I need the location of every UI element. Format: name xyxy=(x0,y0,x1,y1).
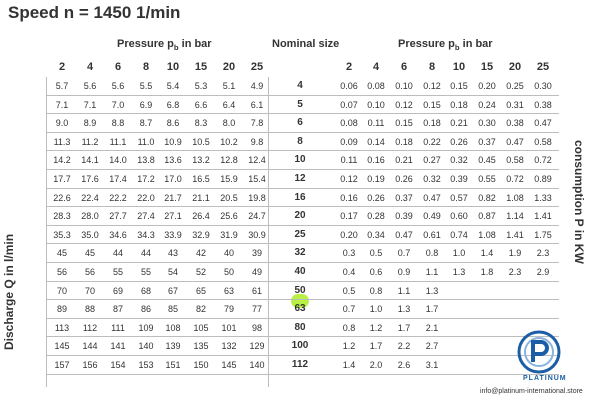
left-col-header: 15 xyxy=(194,61,208,73)
power-cell: 0.32 xyxy=(423,173,441,184)
power-cell: 0.12 xyxy=(340,173,358,184)
power-cell: 1.1 xyxy=(397,285,411,296)
power-cell: 0.38 xyxy=(534,99,552,110)
nominal-size-cell: 40 xyxy=(294,265,306,277)
discharge-cell: 49 xyxy=(251,266,263,277)
right-col-header: 20 xyxy=(508,61,522,73)
nominal-size-cell: 100 xyxy=(291,340,309,352)
power-cell: 1.7 xyxy=(369,341,383,352)
table-row xyxy=(46,226,559,245)
left-col-header: 8 xyxy=(142,61,150,73)
discharge-cell: 11.2 xyxy=(81,136,99,147)
discharge-cell: 32.9 xyxy=(192,229,210,240)
discharge-cell: 22.2 xyxy=(109,192,127,203)
discharge-cell: 45 xyxy=(56,248,68,259)
discharge-cell: 8.0 xyxy=(222,118,236,129)
table-row xyxy=(46,356,559,375)
discharge-cell: 6.9 xyxy=(139,99,153,110)
nominal-size-cell: 12 xyxy=(294,172,306,184)
power-cell: 2.9 xyxy=(536,266,550,277)
discharge-cell: 9.8 xyxy=(250,136,264,147)
nominal-size-cell: 63 xyxy=(294,303,306,315)
table-row xyxy=(46,96,559,115)
nominal-size-cell: 25 xyxy=(294,228,306,240)
discharge-cell: 8.3 xyxy=(194,118,208,129)
discharge-cell: 77 xyxy=(251,304,263,315)
power-cell: 0.9 xyxy=(397,266,411,277)
power-cell: 0.27 xyxy=(423,155,441,166)
power-cell: 1.8 xyxy=(480,266,494,277)
power-cell: 0.08 xyxy=(340,118,358,129)
power-cell: 0.39 xyxy=(450,173,468,184)
nominal-size-header: Nominal size xyxy=(272,38,340,50)
discharge-cell: 45 xyxy=(84,248,96,259)
discharge-cell: 10.5 xyxy=(192,136,210,147)
table-row xyxy=(46,77,559,96)
discharge-cell: 144 xyxy=(82,341,98,352)
power-cell: 1.41 xyxy=(534,211,552,222)
table-row xyxy=(46,319,559,338)
power-cell: 1.0 xyxy=(369,304,383,315)
table-row xyxy=(46,300,559,319)
power-cell: 0.7 xyxy=(397,248,411,259)
power-cell: 0.61 xyxy=(423,229,441,240)
power-cell: 0.24 xyxy=(478,99,496,110)
discharge-cell: 17.4 xyxy=(109,173,127,184)
nominal-size-cell: 80 xyxy=(294,321,306,333)
power-cell: 0.82 xyxy=(478,192,496,203)
table-row xyxy=(46,114,559,133)
nominal-size-cell: 112 xyxy=(291,358,309,370)
discharge-cell: 55 xyxy=(112,266,124,277)
discharge-cell: 86 xyxy=(140,304,152,315)
nominal-size-cell: 20 xyxy=(294,210,306,222)
power-cell: 0.4 xyxy=(342,266,356,277)
pressure-header-right: Pressure $p_b$ in bar xyxy=(398,38,493,53)
power-cell: 0.38 xyxy=(506,118,524,129)
power-cell: 0.26 xyxy=(367,192,385,203)
discharge-cell: 5.1 xyxy=(222,81,236,91)
power-cell: 0.72 xyxy=(534,155,552,166)
discharge-cell: 153 xyxy=(138,359,154,370)
table-row xyxy=(46,170,559,189)
power-cell: 1.1 xyxy=(425,266,439,277)
discharge-cell: 9.0 xyxy=(55,118,69,129)
discharge-cell: 11.1 xyxy=(109,136,127,147)
power-cell: 0.8 xyxy=(369,285,383,296)
discharge-cell: 8.8 xyxy=(111,118,125,129)
discharge-cell: 7.0 xyxy=(111,99,125,110)
right-col-header: 6 xyxy=(400,61,408,73)
discharge-cell: 15.4 xyxy=(248,173,266,184)
discharge-cell: 5.6 xyxy=(83,81,97,91)
discharge-cell: 65 xyxy=(195,285,207,296)
discharge-cell: 112 xyxy=(82,322,98,333)
power-cell: 0.5 xyxy=(342,285,356,296)
discharge-cell: 27.1 xyxy=(164,211,182,222)
power-cell: 0.12 xyxy=(423,81,441,91)
discharge-cell: 44 xyxy=(112,248,124,259)
power-cell: 1.33 xyxy=(534,192,552,203)
discharge-cell: 20.5 xyxy=(220,192,238,203)
right-col-header: 10 xyxy=(452,61,466,73)
discharge-cell: 85 xyxy=(167,304,179,315)
discharge-cell: 139 xyxy=(165,341,181,352)
power-cell: 0.10 xyxy=(395,81,413,91)
discharge-cell: 39 xyxy=(251,248,263,259)
discharge-cell: 21.1 xyxy=(192,192,210,203)
power-cell: 0.21 xyxy=(450,118,468,129)
platinum-logo-icon xyxy=(517,330,561,374)
discharge-cell: 10.2 xyxy=(220,136,238,147)
discharge-cell: 43 xyxy=(167,248,179,259)
discharge-cell: 157 xyxy=(54,359,70,370)
power-cell: 0.11 xyxy=(367,118,385,129)
power-cell: 1.7 xyxy=(397,322,411,333)
power-cell: 0.87 xyxy=(478,211,496,222)
discharge-cell: 26.4 xyxy=(192,211,210,222)
table-row xyxy=(46,133,559,152)
power-cell: 0.15 xyxy=(450,81,468,91)
discharge-cell: 22.6 xyxy=(53,192,71,203)
power-cell: 0.18 xyxy=(450,99,468,110)
discharge-cell: 15.9 xyxy=(220,173,238,184)
power-cell: 0.22 xyxy=(423,136,441,147)
left-col-header: 20 xyxy=(222,61,236,73)
right-col-header: 15 xyxy=(480,61,494,73)
power-cell: 0.16 xyxy=(367,155,385,166)
power-cell: 0.12 xyxy=(395,99,413,110)
power-cell: 2.6 xyxy=(397,359,411,370)
nominal-size-cell: 8 xyxy=(297,135,303,147)
discharge-cell: 109 xyxy=(138,322,154,333)
discharge-cell: 40 xyxy=(223,248,235,259)
power-cell: 1.3 xyxy=(397,304,411,315)
power-cell: 0.47 xyxy=(423,192,441,203)
discharge-cell: 8.6 xyxy=(166,118,180,129)
power-cell: 0.18 xyxy=(423,118,441,129)
discharge-cell: 98 xyxy=(251,322,263,333)
discharge-cell: 108 xyxy=(165,322,181,333)
power-cell: 0.06 xyxy=(340,81,358,91)
left-col-header: 4 xyxy=(86,61,94,73)
power-cell: 1.08 xyxy=(506,192,524,203)
discharge-cell: 14.2 xyxy=(53,155,71,166)
discharge-cell: 150 xyxy=(193,359,209,370)
nominal-size-cell: 6 xyxy=(297,117,303,129)
discharge-axis-label: Discharge Q in l/min xyxy=(2,233,16,350)
nominal-size-cell: 4 xyxy=(297,80,303,91)
discharge-cell: 6.8 xyxy=(166,99,180,110)
discharge-cell: 52 xyxy=(195,266,207,277)
discharge-cell: 56 xyxy=(56,266,68,277)
discharge-cell: 21.7 xyxy=(164,192,182,203)
discharge-cell: 140 xyxy=(249,359,265,370)
power-cell: 2.3 xyxy=(536,248,550,259)
power-cell: 1.75 xyxy=(534,229,552,240)
power-axis-label: consumption P in KW xyxy=(572,140,586,264)
brand-name: PLATINUM xyxy=(523,375,567,382)
table-row xyxy=(46,207,559,226)
power-cell: 1.4 xyxy=(480,248,494,259)
nominal-size-cell: 50 xyxy=(294,284,306,296)
discharge-cell: 8.9 xyxy=(83,118,97,129)
discharge-cell: 6.4 xyxy=(222,99,236,110)
discharge-cell: 151 xyxy=(165,359,181,370)
discharge-cell: 17.2 xyxy=(137,173,155,184)
discharge-cell: 27.4 xyxy=(137,211,155,222)
discharge-cell: 22.0 xyxy=(137,192,155,203)
power-cell: 0.39 xyxy=(395,211,413,222)
discharge-cell: 31.9 xyxy=(220,229,238,240)
discharge-cell: 156 xyxy=(82,359,98,370)
discharge-cell: 63 xyxy=(223,285,235,296)
discharge-cell: 67 xyxy=(167,285,179,296)
discharge-cell: 5.5 xyxy=(139,81,153,91)
power-cell: 1.2 xyxy=(369,322,383,333)
left-col-header: 10 xyxy=(166,61,180,73)
power-cell: 0.57 xyxy=(450,192,468,203)
discharge-cell: 61 xyxy=(251,285,263,296)
discharge-cell: 17.0 xyxy=(164,173,182,184)
power-cell: 0.37 xyxy=(478,136,496,147)
power-cell: 0.25 xyxy=(506,81,524,91)
discharge-cell: 68 xyxy=(140,285,152,296)
discharge-cell: 145 xyxy=(221,359,237,370)
power-cell: 0.15 xyxy=(423,99,441,110)
discharge-cell: 140 xyxy=(138,341,154,352)
discharge-cell: 79 xyxy=(223,304,235,315)
discharge-cell: 56 xyxy=(84,266,96,277)
discharge-cell: 105 xyxy=(193,322,209,333)
power-cell: 0.20 xyxy=(340,229,358,240)
power-cell: 0.09 xyxy=(340,136,358,147)
discharge-cell: 154 xyxy=(110,359,126,370)
power-cell: 1.08 xyxy=(478,229,496,240)
discharge-cell: 24.7 xyxy=(248,211,266,222)
discharge-cell: 42 xyxy=(195,248,207,259)
page-title: Speed n = 1450 1/min xyxy=(8,3,181,22)
discharge-cell: 27.7 xyxy=(109,211,127,222)
discharge-cell: 16.5 xyxy=(192,173,210,184)
discharge-cell: 14.1 xyxy=(81,155,99,166)
power-cell: 0.47 xyxy=(506,136,524,147)
power-cell: 0.14 xyxy=(367,136,385,147)
discharge-cell: 141 xyxy=(110,341,126,352)
discharge-cell: 28.3 xyxy=(53,211,71,222)
power-cell: 0.6 xyxy=(369,266,383,277)
power-cell: 2.2 xyxy=(397,341,411,352)
discharge-cell: 14.0 xyxy=(109,155,127,166)
discharge-cell: 35.0 xyxy=(81,229,99,240)
table-row xyxy=(46,151,559,170)
power-cell: 0.30 xyxy=(478,118,496,129)
left-col-header: 25 xyxy=(250,61,264,73)
power-cell: 0.21 xyxy=(395,155,413,166)
discharge-cell: 6.1 xyxy=(250,99,264,110)
discharge-cell: 88 xyxy=(84,304,96,315)
discharge-cell: 4.9 xyxy=(250,81,264,91)
discharge-cell: 8.7 xyxy=(139,118,153,129)
discharge-cell: 5.7 xyxy=(55,81,69,91)
discharge-cell: 145 xyxy=(54,341,70,352)
table-row xyxy=(46,189,559,208)
discharge-cell: 11.3 xyxy=(53,136,71,147)
discharge-cell: 113 xyxy=(54,322,70,333)
discharge-cell: 69 xyxy=(112,285,124,296)
discharge-cell: 35.3 xyxy=(53,229,71,240)
power-cell: 1.9 xyxy=(508,248,522,259)
discharge-cell: 28.0 xyxy=(81,211,99,222)
discharge-cell: 101 xyxy=(221,322,237,333)
power-cell: 0.58 xyxy=(534,136,552,147)
power-cell: 1.4 xyxy=(342,359,356,370)
discharge-cell: 22.4 xyxy=(81,192,99,203)
power-cell: 0.08 xyxy=(367,81,385,91)
discharge-cell: 54 xyxy=(167,266,179,277)
power-cell: 0.07 xyxy=(340,99,358,110)
power-cell: 0.5 xyxy=(369,248,383,259)
power-cell: 2.0 xyxy=(369,359,383,370)
power-cell: 2.1 xyxy=(425,322,439,333)
power-cell: 0.3 xyxy=(342,248,356,259)
discharge-cell: 25.6 xyxy=(220,211,238,222)
contact-email: info@platinum-international.store xyxy=(480,388,583,395)
power-cell: 0.47 xyxy=(395,229,413,240)
power-cell: 0.19 xyxy=(367,173,385,184)
power-cell: 0.89 xyxy=(534,173,552,184)
power-cell: 0.32 xyxy=(450,155,468,166)
power-cell: 0.72 xyxy=(506,173,524,184)
right-col-header: 25 xyxy=(536,61,550,73)
table-row xyxy=(46,282,559,301)
discharge-cell: 132 xyxy=(221,341,237,352)
left-col-header: 6 xyxy=(114,61,122,73)
right-col-header: 8 xyxy=(428,61,436,73)
discharge-cell: 55 xyxy=(140,266,152,277)
power-cell: 0.30 xyxy=(534,81,552,91)
power-cell: 0.45 xyxy=(478,155,496,166)
nominal-size-cell: 10 xyxy=(294,154,306,166)
power-cell: 0.10 xyxy=(367,99,385,110)
discharge-cell: 7.1 xyxy=(83,99,97,110)
power-cell: 1.2 xyxy=(342,341,356,352)
nominal-size-cell: 16 xyxy=(294,191,306,203)
power-cell: 0.74 xyxy=(450,229,468,240)
power-cell: 0.31 xyxy=(506,99,524,110)
discharge-cell: 89 xyxy=(56,304,68,315)
right-col-header: 2 xyxy=(345,61,353,73)
discharge-cell: 13.8 xyxy=(137,155,155,166)
discharge-cell: 13.2 xyxy=(192,155,210,166)
power-cell: 0.58 xyxy=(506,155,524,166)
table-row xyxy=(46,244,559,263)
power-cell: 0.8 xyxy=(342,322,356,333)
discharge-cell: 44 xyxy=(140,248,152,259)
power-cell: 0.55 xyxy=(478,173,496,184)
power-cell: 2.3 xyxy=(508,266,522,277)
discharge-cell: 87 xyxy=(112,304,124,315)
power-cell: 1.14 xyxy=(506,211,524,222)
power-cell: 0.7 xyxy=(342,304,356,315)
power-cell: 0.60 xyxy=(450,211,468,222)
power-cell: 0.11 xyxy=(340,155,358,166)
discharge-cell: 111 xyxy=(111,322,125,333)
discharge-cell: 12.8 xyxy=(220,155,238,166)
discharge-cell: 30.9 xyxy=(248,229,266,240)
discharge-cell: 10.9 xyxy=(164,136,182,147)
power-cell: 0.8 xyxy=(425,248,439,259)
discharge-cell: 6.6 xyxy=(194,99,208,110)
power-cell: 0.17 xyxy=(340,211,358,222)
nominal-size-cell: 5 xyxy=(297,98,303,110)
power-cell: 3.1 xyxy=(425,359,439,370)
power-cell: 1.7 xyxy=(425,304,439,315)
discharge-cell: 12.4 xyxy=(248,155,266,166)
discharge-cell: 50 xyxy=(223,266,235,277)
discharge-cell: 11.0 xyxy=(137,136,155,147)
power-cell: 2.7 xyxy=(425,341,439,352)
power-cell: 1.41 xyxy=(506,229,524,240)
power-cell: 1.3 xyxy=(425,285,439,296)
discharge-cell: 17.7 xyxy=(53,173,71,184)
discharge-cell: 7.8 xyxy=(250,118,264,129)
discharge-cell: 129 xyxy=(249,341,265,352)
discharge-cell: 13.6 xyxy=(164,155,182,166)
data-table xyxy=(46,77,559,375)
power-cell: 0.34 xyxy=(367,229,385,240)
table-row xyxy=(46,337,559,356)
power-cell: 0.15 xyxy=(395,118,413,129)
discharge-cell: 5.3 xyxy=(194,81,208,91)
table-row xyxy=(46,263,559,282)
discharge-cell: 33.9 xyxy=(164,229,182,240)
power-cell: 0.37 xyxy=(395,192,413,203)
left-col-header: 2 xyxy=(58,61,66,73)
power-cell: 0.16 xyxy=(340,192,358,203)
power-cell: 1.0 xyxy=(452,248,466,259)
power-cell: 0.26 xyxy=(450,136,468,147)
power-cell: 0.26 xyxy=(395,173,413,184)
power-cell: 0.18 xyxy=(395,136,413,147)
discharge-cell: 5.6 xyxy=(111,81,125,91)
power-cell: 0.49 xyxy=(423,211,441,222)
discharge-cell: 19.8 xyxy=(248,192,266,203)
power-cell: 0.47 xyxy=(534,118,552,129)
right-col-header: 4 xyxy=(372,61,380,73)
discharge-cell: 17.6 xyxy=(81,173,99,184)
pressure-header-left: Pressure $p_b$ in bar xyxy=(117,38,212,53)
power-cell: 1.3 xyxy=(452,266,466,277)
power-cell: 0.28 xyxy=(367,211,385,222)
power-cell: 0.20 xyxy=(478,81,496,91)
discharge-cell: 135 xyxy=(193,341,209,352)
discharge-cell: 5.4 xyxy=(166,81,180,91)
discharge-cell: 82 xyxy=(195,304,207,315)
nominal-size-cell: 32 xyxy=(294,247,306,259)
discharge-cell: 70 xyxy=(56,285,68,296)
discharge-cell: 34.3 xyxy=(137,229,155,240)
discharge-cell: 34.6 xyxy=(109,229,127,240)
discharge-cell: 7.1 xyxy=(55,99,69,110)
discharge-cell: 70 xyxy=(84,285,96,296)
